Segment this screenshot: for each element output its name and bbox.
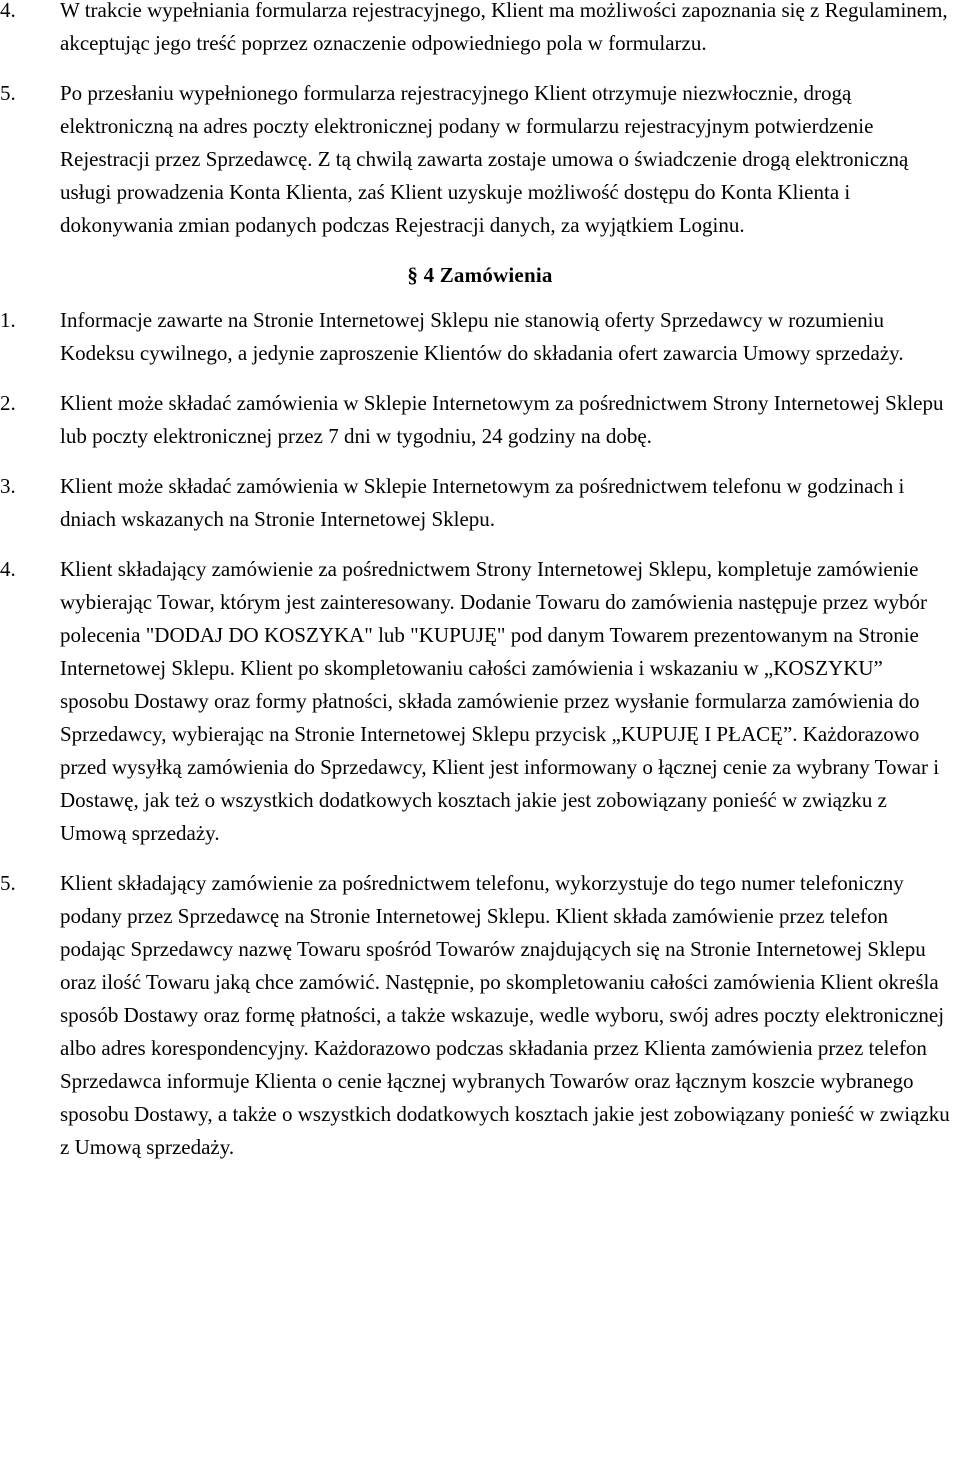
spacer <box>0 370 960 387</box>
item-number: 5. <box>0 81 16 105</box>
item-number: 4. <box>0 0 16 22</box>
list-item <box>0 304 960 370</box>
list-item <box>0 387 960 453</box>
item-number: 2. <box>0 391 16 415</box>
list-item <box>0 867 960 1164</box>
item-number: 3. <box>0 474 16 498</box>
item-number: 5. <box>0 871 16 895</box>
item-text: Klient może składać zamówienia w Sklepie Internetowym za pośrednictwem Strony Internetowej Sklepu lub poczty elektronicznej przez 7 dni w tygodniu, 24 godziny na dobę. <box>60 391 944 448</box>
item-text: Klient składający zamówienie za pośrednictwem Strony Internetowej Sklepu, kompletuje zamówienie wybierając Towar, którym jest zainteresowany. Dodanie Towaru do zamówienia następuje przez wybór polecenia "DODAJ DO KOSZYKA" lub "KUPUJĘ" pod danym Towarem prezentowanym na Stronie Internetowej Sklepu. Klient po skompletowaniu całości zamówienia i wskazaniu w „KOSZYKU” sposobu Dostawy oraz formy płatności, składa zamówienie przez wysłanie formularza zamówienia do Sprzedawcy, wybierając na Stronie Internetowej Sklepu przycisk „KUPUJĘ I PŁACĘ”. Każdorazowo przed wysyłką zamówienia do Sprzedawcy, Klient jest informowany o łącznej cenie za wybrany Towar i Dostawę, jak też o wszystkich dodatkowych kosztach jakie jest zobowiązany ponieść w związku z Umową sprzedaży. <box>60 557 940 845</box>
list-item <box>0 0 960 60</box>
spacer <box>0 453 960 470</box>
spacer <box>0 536 960 553</box>
item-text: W trakcie wypełniania formularza rejestracyjnego, Klient ma możliwości zapoznania się z Regulaminem, akceptując jego treść poprzez oznaczenie odpowiedniego pola w formularzu. <box>60 0 948 55</box>
spacer <box>0 850 960 867</box>
item-text: Klient może składać zamówienia w Sklepie Internetowym za pośrednictwem telefonu w godzinach i dniach wskazanych na Stronie Internetowej Sklepu. <box>60 474 905 531</box>
item-number: 4. <box>0 557 16 581</box>
list-item <box>0 553 960 850</box>
item-text: Po przesłaniu wypełnionego formularza rejestracyjnego Klient otrzymuje niezwłocznie, drogą elektroniczną na adres poczty elektronicznej podany w formularzu rejestracyjnym potwierdzenie Rejestracji przez Sprzedawcę. Z tą chwilą zawarta zostaje umowa o świadczenie drogą elektroniczną usługi prowadzenia Konta Klienta, zaś Klient uzyskuje możliwość dostępu do Konta Klienta i dokonywania zmian podanych podczas Rejestracji danych, za wyjątkiem Loginu. <box>60 81 909 237</box>
item-text: Informacje zawarte na Stronie Internetowej Sklepu nie stanowią oferty Sprzedawcy w rozumieniu Kodeksu cywilnego, a jedynie zaproszenie Klientów do składania ofert zawarcia Umowy sprzedaży. <box>60 308 904 365</box>
spacer <box>0 60 960 77</box>
item-text: Klient składający zamówienie za pośrednictwem telefonu, wykorzystuje do tego numer telefoniczny podany przez Sprzedawcę na Stronie Internetowej Sklepu. Klient składa zamówienie przez telefon podając Sprzedawcy nazwę Towaru spośród Towarów znajdujących się na Stronie Internetowej Sklepu oraz ilość Towaru jaką chce zamówić. Następnie, po skompletowaniu całości zamówienia Klient określa sposób Dostawy oraz formę płatności, a także wskazuje, wedle wyboru, swój adres poczty elektronicznej albo adres korespondencyjny. Każdorazowo podczas składania przez Klienta zamówienia przez telefon Sprzedawca informuje Klienta o cenie łącznej wybranych Towarów oraz łącznym koszcie wybranego sposobu Dostawy, a także o wszystkich dodatkowych kosztach jakie jest zobowiązany ponieść w związku z Umową sprzedaży. <box>60 871 950 1159</box>
list-item <box>0 77 960 242</box>
list-item <box>0 470 960 536</box>
item-number: 1. <box>0 308 16 332</box>
section-heading: § 4 Zamówienia <box>407 263 553 287</box>
